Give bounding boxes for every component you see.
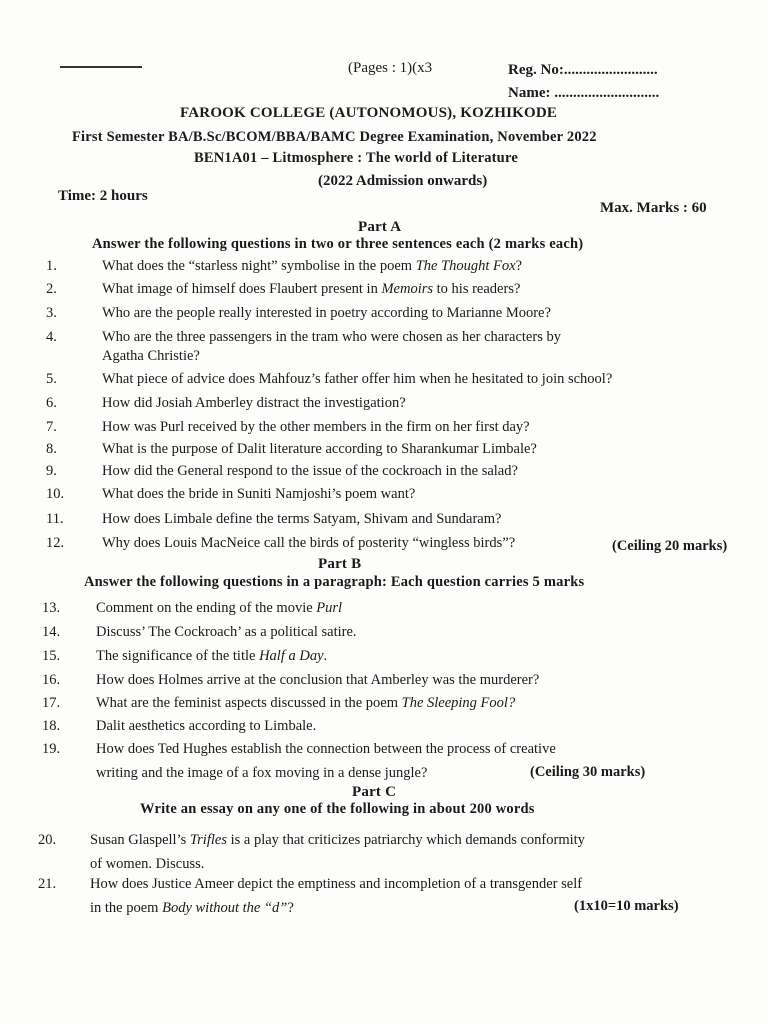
question-text-part: Why does Louis MacNeice call the birds of posterity “wingless birds”? (102, 535, 516, 551)
question-text-part: The significance of the title (96, 648, 260, 664)
max-marks: Max. Marks : 60 (600, 200, 707, 216)
question-text-part: ? (515, 258, 523, 274)
question-text-part: What does the bride in Suniti Namjoshi’s poem want? (102, 486, 416, 502)
question-text-part: What is the purpose of Dalit literature according to Sharankumar Limbale? (102, 441, 537, 457)
question-text (96, 741, 556, 758)
question-number: 6. (46, 395, 57, 411)
question-text (102, 441, 537, 458)
question-text (96, 600, 342, 617)
question-number: 9. (46, 463, 57, 479)
question-number: 19. (42, 741, 61, 757)
question-text-continued (102, 348, 200, 365)
time-allowed: Time: 2 hours (58, 188, 148, 204)
part-b-instruction: Answer the following questions in a paragraph: Each question carries 5 marks (84, 574, 585, 590)
question-text-part: How was Purl received by the other members in the firm on her first day? (102, 419, 530, 435)
question-number: 3. (46, 305, 57, 321)
question-text-part: How does Justice Ameer depict the emptiness and incompletion of a transgender self (90, 876, 583, 892)
question-text-part: ? (287, 900, 294, 916)
question-text-part: Who are the people really interested in poetry according to Marianne Moore? (102, 305, 551, 321)
part-c-instruction: Write an essay on any one of the following in about 200 words (140, 801, 535, 817)
question-text-part: . (323, 648, 328, 664)
part-a-title: Part A (358, 219, 402, 235)
question-text-part: What does the “starless night” symbolise in the poem (102, 258, 416, 274)
question-text (90, 832, 585, 849)
question-title-italic: Memoirs (381, 281, 434, 297)
question-number: 7. (46, 419, 57, 435)
question-text-part: Comment on the ending of the movie (96, 600, 317, 616)
question-text-part: Dalit aesthetics according to Limbale. (96, 718, 317, 734)
question-text (96, 672, 539, 689)
question-number: 2. (46, 281, 57, 297)
question-text-part: What are the feminist aspects discussed in the poem (96, 695, 402, 711)
question-text (96, 695, 515, 712)
page-count: (Pages : 1)(x3 (348, 60, 433, 76)
question-text (96, 718, 316, 735)
question-text-part: in the poem (90, 900, 163, 916)
part-b-title: Part B (318, 556, 362, 572)
question-text-part: How did Josiah Amberley distract the investigation? (102, 395, 406, 411)
question-number: 4. (46, 329, 57, 345)
question-text-part: How did the General respond to the issue of the cockroach in the salad? (102, 463, 518, 479)
question-number: 12. (46, 535, 65, 551)
question-text-part: Susan Glaspell’s (90, 832, 190, 848)
part-c-marks: (1x10=10 marks) (574, 898, 679, 914)
question-text (102, 486, 415, 503)
question-title-italic: Body without the “d” (162, 900, 288, 916)
question-number: 20. (38, 832, 57, 848)
question-text (102, 258, 522, 275)
top-rule (60, 66, 142, 68)
question-text-continued (96, 765, 427, 782)
course-title: BEN1A01 – Litmosphere : The world of Literature (194, 150, 518, 166)
part-a-ceiling: (Ceiling 20 marks) (612, 538, 728, 554)
question-text (102, 281, 520, 298)
question-text (102, 395, 406, 412)
question-text-part: How does Holmes arrive at the conclusion that Amberley was the murderer? (96, 672, 540, 688)
question-number: 8. (46, 441, 57, 457)
question-text (102, 371, 612, 388)
question-number: 10. (46, 486, 65, 502)
question-text-part: Agatha Christie? (102, 348, 200, 364)
reg-no-field: Reg. No:......................... (508, 62, 658, 78)
question-text (90, 876, 582, 893)
part-c-title: Part C (352, 784, 397, 800)
question-text-part: writing and the image of a fox moving in a dense jungle? (96, 765, 428, 781)
question-title-italic: Purl (316, 600, 343, 616)
question-text-continued (90, 856, 204, 873)
question-text (96, 648, 327, 665)
question-text (102, 463, 518, 480)
question-number: 21. (38, 876, 57, 892)
question-text-continued (90, 900, 294, 917)
question-text-part: is a play that criticizes patriarchy which demands conformity (226, 832, 585, 848)
question-number: 1. (46, 258, 57, 274)
question-text-part: How does Ted Hughes establish the connection between the process of creative (96, 741, 556, 757)
question-text (102, 305, 551, 322)
question-text-part: What piece of advice does Mahfouz’s father offer him when he hesitated to join school? (102, 371, 613, 387)
question-number: 18. (42, 718, 61, 734)
question-number: 13. (42, 600, 61, 616)
question-title-italic: The Sleeping Fool? (401, 695, 516, 711)
question-text (96, 624, 357, 641)
question-number: 16. (42, 672, 61, 688)
exam-title: First Semester BA/B.Sc/BCOM/BBA/BAMC Degree Examination, November 2022 (72, 129, 597, 145)
question-title-italic: The Thought Fox (415, 258, 516, 274)
question-text-part: to his readers? (433, 281, 521, 297)
question-text (102, 511, 501, 528)
question-number: 17. (42, 695, 61, 711)
question-text-part: Who are the three passengers in the tram who were chosen as her characters by (102, 329, 561, 345)
question-text-part: Discuss’ The Cockroach’ as a political satire. (96, 624, 357, 640)
name-field: Name: ............................ (508, 85, 660, 101)
question-text-part: of women. Discuss. (90, 856, 205, 872)
question-title-italic: Trifles (189, 832, 227, 848)
admission-note: (2022 Admission onwards) (318, 173, 488, 189)
question-text (102, 419, 530, 436)
question-text-part: How does Limbale define the terms Satyam, Shivam and Sundaram? (102, 511, 502, 527)
college-name: FAROOK COLLEGE (AUTONOMOUS), KOZHIKODE (180, 105, 558, 121)
question-number: 5. (46, 371, 57, 387)
question-title-italic: Half a Day (259, 648, 324, 664)
question-text (102, 329, 561, 346)
question-number: 14. (42, 624, 61, 640)
question-text (102, 535, 515, 552)
part-a-instruction: Answer the following questions in two or three sentences each (2 marks each) (92, 236, 584, 252)
question-number: 11. (46, 511, 64, 527)
question-number: 15. (42, 648, 61, 664)
question-text-part: What image of himself does Flaubert present in (102, 281, 382, 297)
part-b-ceiling: (Ceiling 30 marks) (530, 764, 646, 780)
